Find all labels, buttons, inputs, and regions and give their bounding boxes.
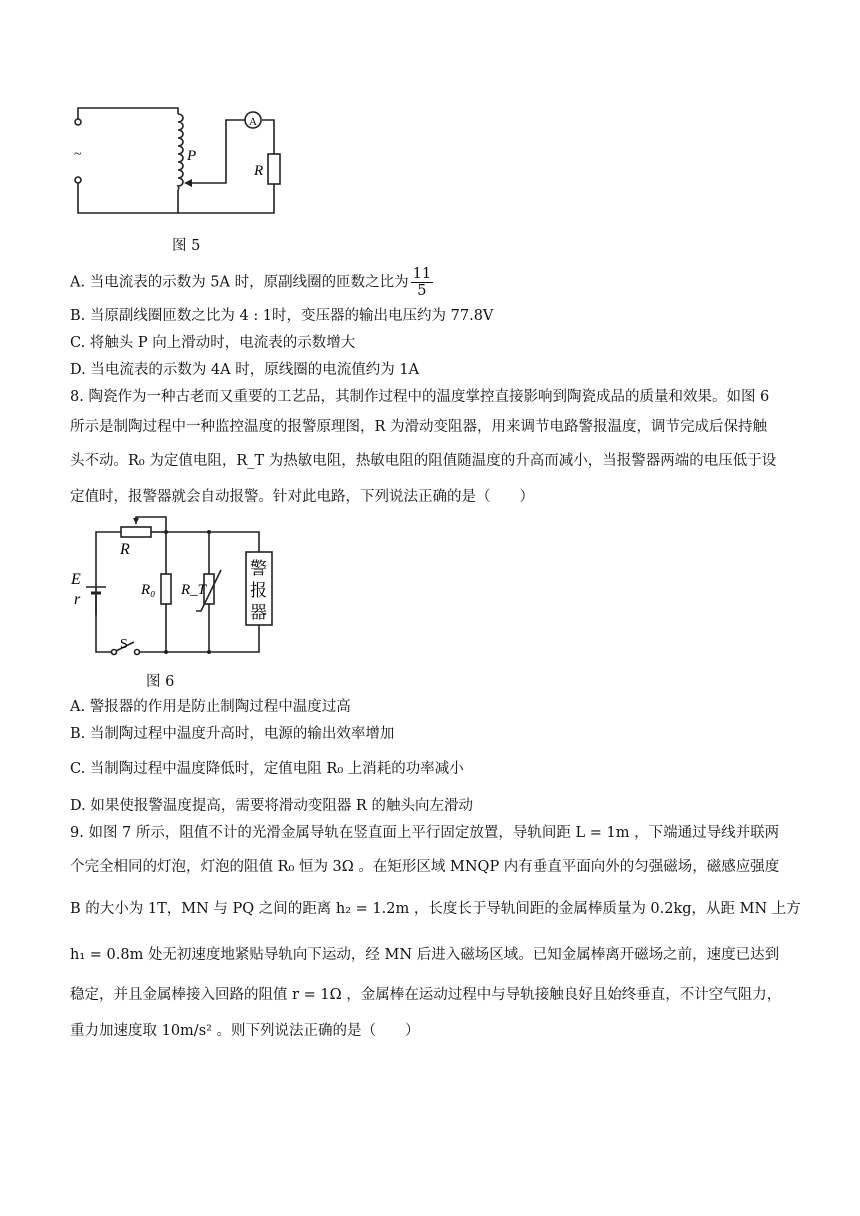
q7-option-a: A. 当电流表的示数为 5A 时，原副线圈的匝数之比为 $\frac{11}{5}$ xyxy=(70,266,432,299)
rheostat-r-label: R xyxy=(120,541,130,558)
figure-6-alarm-circuit xyxy=(66,512,286,662)
q8-stem-line-2: 所示是制陶过程中一种监控温度的报警原理图，R 为滑动变阻器，用来调节电路警报温度，调节完成后保持触 xyxy=(70,419,768,435)
q9-stem-line-1: 9. 如图 7 所示，阻值不计的光滑金属导轨在竖直面上平行固定放置，导轨间距 L = 1m ，下端通过导线并联两 xyxy=(70,825,780,841)
slider-p-label: P xyxy=(187,148,197,164)
q9-stem-line-6: 重力加速度取 10m/s² 。则下列说法正确的是（ ） xyxy=(70,1023,420,1039)
ratio-fraction: $\frac{11}{5}$ xyxy=(412,266,432,299)
q8-stem-line-3: 头不动。R₀ 为定值电阻，R_T 为热敏电阻，热敏电阻的阻值随温度的升高而减小，当报警器两端的电压低于设 xyxy=(70,453,777,469)
resistor-r-label: R xyxy=(254,163,264,179)
ac-source-symbol: ~ xyxy=(74,147,82,162)
ammeter-label: A xyxy=(249,116,257,128)
q8-option-c: C. 当制陶过程中温度降低时，定值电阻 R₀ 上消耗的功率减小 xyxy=(70,761,464,777)
q9-stem-line-4: h₁ = 0.8m 处无初速度地紧贴导轨向下运动，经 MN 后进入磁场区域。已知金属棒离开磁场之前，速度已达到 xyxy=(70,947,780,963)
alarm-char-2: 报 xyxy=(250,581,267,600)
switch-s-label: S xyxy=(120,637,128,652)
q8-option-b: B. 当制陶过程中温度升高时，电源的输出效率增加 xyxy=(70,726,395,742)
q8-option-d: D. 如果使报警温度提高，需要将滑动变阻器 R 的触头向左滑动 xyxy=(70,798,473,814)
q7-option-c: C. 将触头 P 向上滑动时，电流表的示数增大 xyxy=(70,335,356,351)
figure-6-caption: 图 6 xyxy=(146,674,175,690)
figure-5-caption: 图 5 xyxy=(172,238,201,254)
q9-stem-line-3: B 的大小为 1T，MN 与 PQ 之间的距离 h₂ = 1.2m ，长度长于导轨间距的金属棒质量为 0.2kg，从距 MN 上方 xyxy=(70,901,801,917)
q9-stem-line-2: 个完全相同的灯泡，灯泡的阻值 R₀ 恒为 3Ω 。在矩形区域 MNQP 内有垂直平面向外的匀强磁场，磁感应强度 xyxy=(70,859,780,875)
q8-stem-line-4: 定值时，报警器就会自动报警。针对此电路，下列说法正确的是（ ） xyxy=(70,489,534,505)
internal-r-label: r xyxy=(74,591,81,608)
alarm-char-1: 警 xyxy=(250,559,267,578)
r0-label: R₀ xyxy=(141,582,156,598)
rt-label: R_T xyxy=(181,582,207,598)
emf-e-label: E xyxy=(71,571,81,588)
q8-option-a: A. 警报器的作用是防止制陶过程中温度过高 xyxy=(70,699,351,715)
q8-stem-line-1: 8. 陶瓷作为一种古老而又重要的工艺品，其制作过程中的温度掌控直接影响到陶瓷成品的质量和效果。如图 6 xyxy=(70,389,770,405)
q7-option-d: D. 当电流表的示数为 4A 时，原线圈的电流值约为 1A xyxy=(70,362,420,378)
q7-option-b: B. 当原副线圈匝数之比为 4 : 1时，变压器的输出电压约为 77.8V xyxy=(70,308,494,324)
q9-stem-line-5: 稳定，并且金属棒接入回路的阻值 r = 1Ω ，金属棒在运动过程中与导轨接触良好且始终垂直，不计空气阻力， xyxy=(70,987,782,1003)
figure-5-transformer-circuit xyxy=(60,100,300,225)
alarm-char-3: 器 xyxy=(250,603,267,622)
